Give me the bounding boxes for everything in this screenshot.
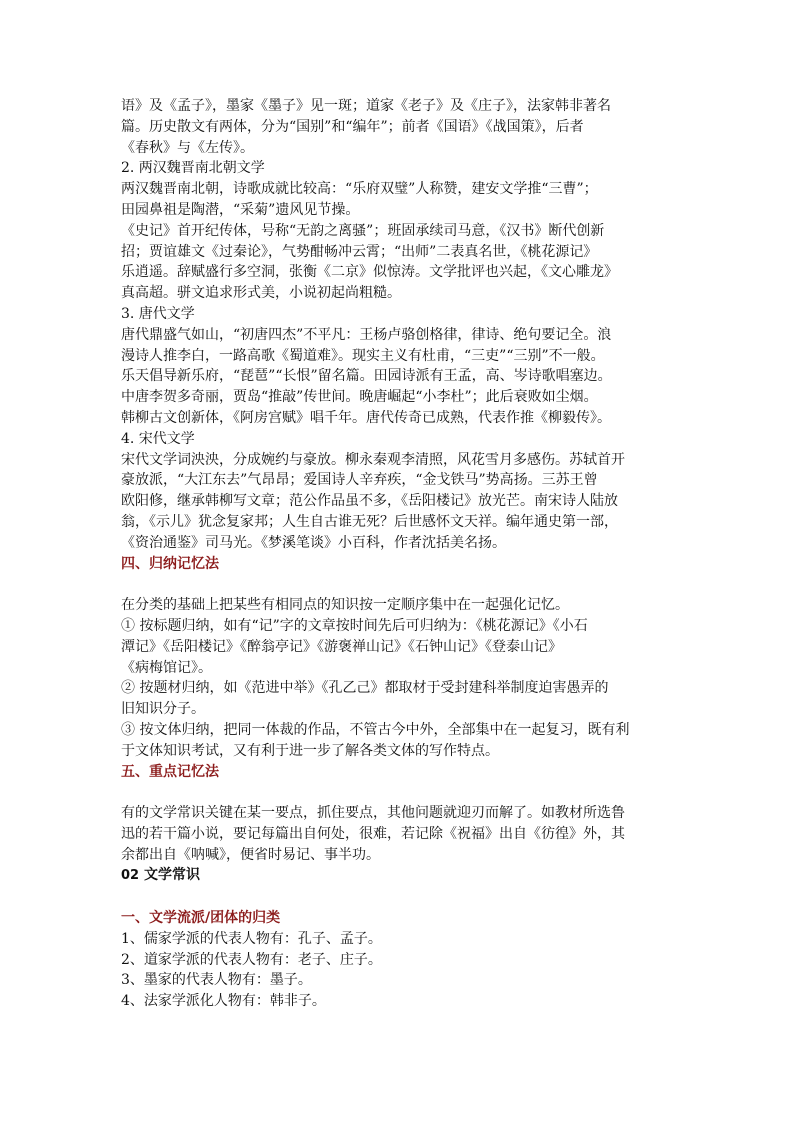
paragraph-line: 于文体知识考试，又有利于进一步了解各类文体的写作特点。 — [121, 742, 499, 759]
spacer — [121, 574, 681, 595]
paragraph-line: 招；贾谊雄文《过秦论》，气势酣畅冲云霄；“出师”二表真名世，《桃花源记》 — [121, 243, 598, 260]
paragraph-line: ② 按题材归纳，如《范进中举》《孔乙己》都取材于受封建科举制度迫害愚弄的 — [121, 680, 609, 697]
list-item: 3、墨家的代表人物有：墨子。 — [121, 972, 312, 989]
list-item: 2、道家学派的代表人物有：老子、庄子。 — [121, 951, 382, 968]
paragraph-line: 两汉魏晋南北朝，诗歌成就比较高：“乐府双璧”人称赞，建安文学推“三曹”； — [121, 181, 598, 198]
section-heading-han-wei: 2. 两汉魏晋南北朝文学 — [121, 160, 265, 177]
paragraph-line: ③ 按文体归纳，把同一体裁的作品，不管古今中外，全部集中在一起复习，既有利 — [121, 721, 630, 738]
paragraph-line: 宋代文学词泱泱，分成婉约与豪放。柳永秦观李清照，风花雪月多感伤。苏轼首开 — [121, 451, 625, 468]
paragraph-line: 唐代鼎盛气如山，“初唐四杰”不平凡：王杨卢骆创格律，律诗、绝句要记全。浪 — [121, 326, 612, 343]
spacer — [121, 887, 681, 908]
paragraph-line: 《春秋》与《左传》。 — [121, 139, 254, 156]
paragraph-line: 欧阳修，继承韩柳写文章；范公作品虽不多，《岳阳楼记》放光芒。南宋诗人陆放 — [121, 493, 618, 510]
paragraph-line: 中唐李贺多奇丽，贾岛“推敲”传世间。晚唐崛起“小李杜”；此后衰败如尘烟。 — [121, 389, 598, 406]
paragraph-line: 漫诗人推李白，一路高歌《蜀道难》。现实主义有杜甫，“三吏”“三别”不一般。 — [121, 347, 605, 364]
paragraph-line: ① 按标题归纳，如有“记”字的文章按时间先后可归纳为：《桃花源记》《小石 — [121, 617, 588, 634]
paragraph-line: 《病梅馆记》。 — [121, 659, 212, 676]
paragraph-line: 篇。历史散文有两体，分为“国别”和“编年”；前者《国语》《战国策》，后者 — [121, 118, 584, 135]
paragraph-line: 旧知识分子。 — [121, 701, 205, 718]
paragraph-line: 《史记》首开纪传体，号称“无韵之离骚”；班固承续司马意，《汉书》断代创新 — [121, 222, 605, 239]
paragraph-line: 有的文学常识关键在某一要点，抓住要点，其他问题就迎刃而解了。如教材所选鲁 — [121, 805, 625, 822]
paragraph-line: 乐逍遥。辞赋盛行多空洞，张衡《二京》似惊涛。文学批评也兴起，《文心雕龙》 — [121, 264, 618, 281]
section-heading-tang: 3. 唐代文学 — [121, 305, 195, 322]
heading-induction-memory: 四、归纳记忆法 — [121, 555, 219, 572]
heading-school-classification: 一、文学流派/团体的归类 — [121, 910, 281, 927]
paragraph-line: 语》及《孟子》，墨家《墨子》见一斑；道家《老子》及《庄子》，法家韩非著名 — [121, 98, 611, 114]
document-page — [121, 96, 681, 1012]
part-heading — [121, 865, 681, 887]
paragraph-line: 豪放派，“大江东去”气昂昂；爱国诗人辛弃疾，“金戈铁马”势高扬。三苏王曾 — [121, 472, 598, 489]
spacer — [121, 782, 681, 803]
heading-key-point-memory: 五、重点记忆法 — [121, 763, 219, 780]
paragraph-line: 翁，《示儿》犹念复家邦；人生自古谁无死？后世感怀文天祥。编年通史第一部， — [121, 513, 618, 530]
list-item: 1、儒家学派的代表人物有：孔子、孟子。 — [121, 930, 382, 947]
part-title: 文学常识 — [143, 867, 200, 884]
paragraph-line: 在分类的基础上把某些有相同点的知识按一定顺序集中在一起强化记忆。 — [121, 597, 569, 614]
paragraph-line: 《资治通鉴》司马光。《梦溪笔谈》小百科，作者沈括美名扬。 — [121, 534, 506, 551]
paragraph-line: 余都出自《呐喊》，便省时易记、事半功。 — [121, 846, 380, 863]
section-heading-song: 4. 宋代文学 — [121, 430, 195, 447]
list-item: 4、法家学派化人物有：韩非子。 — [121, 993, 326, 1010]
paragraph-line: 迅的若干篇小说，要记每篇出自何处，很难，若记除《祝福》出自《彷徨》外，其 — [121, 825, 625, 842]
paragraph-line: 真高超。骈文追求形式美，小说初起尚粗糙。 — [121, 285, 401, 302]
paragraph-line: 潭记》《岳阳楼记》《醉翁亭记》《游褒禅山记》《石钟山记》《登泰山记》 — [121, 638, 562, 655]
part-number: 02 — [121, 868, 140, 884]
paragraph-line: 田园鼻祖是陶潜，“采菊”遗风见节操。 — [121, 201, 360, 218]
paragraph-line: 韩柳古文创新体，《阿房宫赋》唱千年。唐代传奇已成熟，代表作推《柳毅传》。 — [121, 409, 611, 426]
paragraph-line: 乐天倡导新乐府，“琵琶”“长恨”留名篇。田园诗派有王孟，高、岑诗歌唱塞边。 — [121, 368, 612, 385]
